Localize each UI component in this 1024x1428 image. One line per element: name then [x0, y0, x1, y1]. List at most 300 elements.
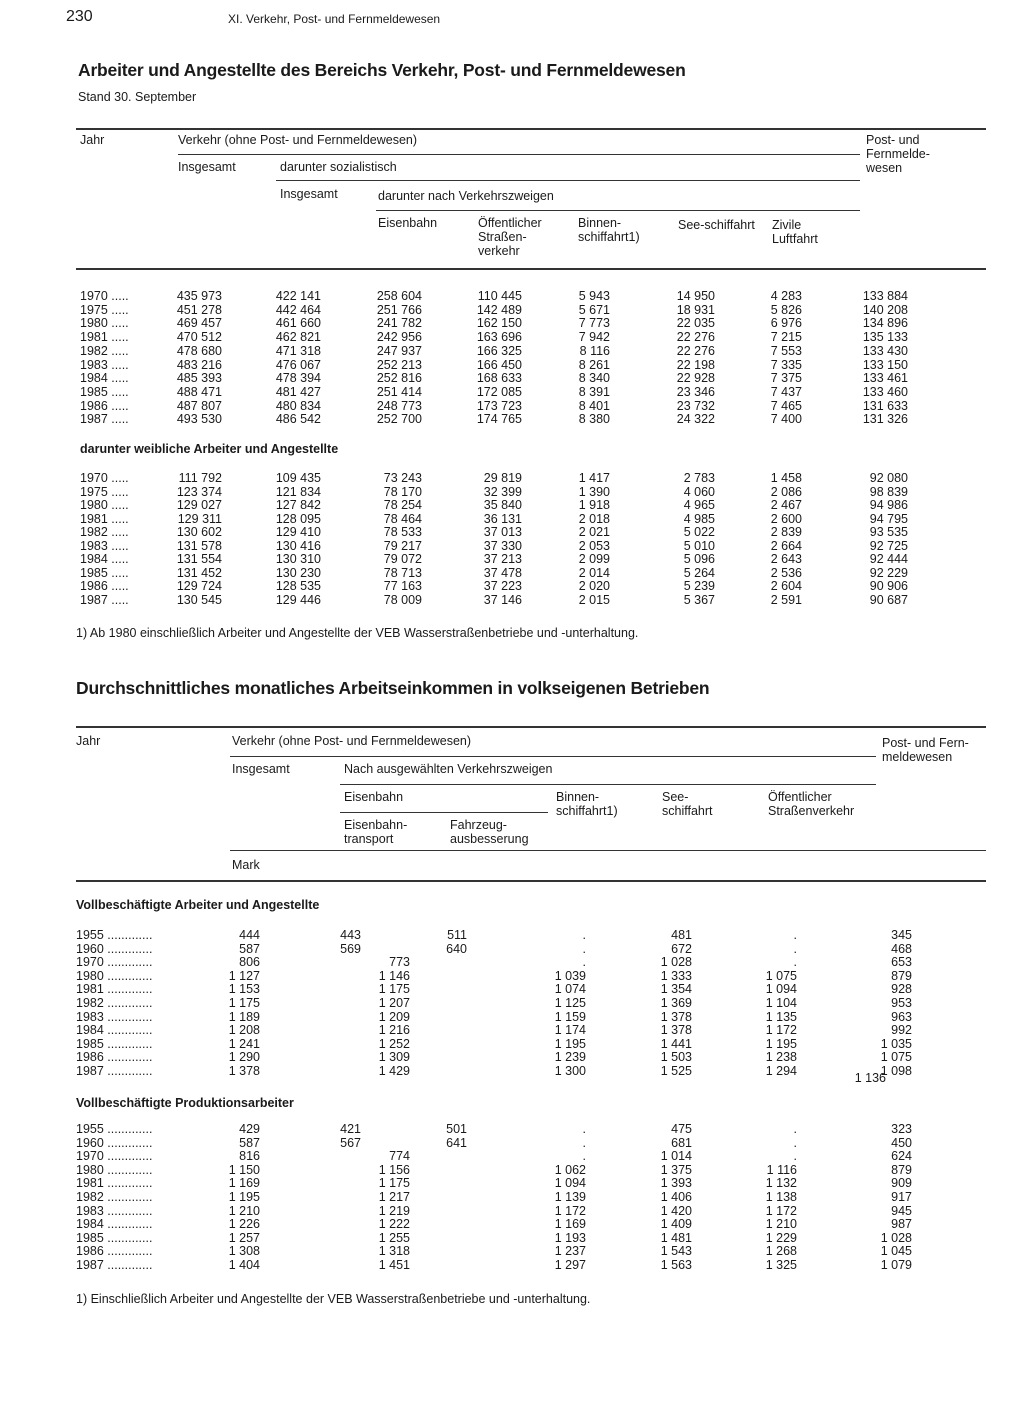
value-cell: 22 276 — [676, 343, 715, 358]
value-cell: 24 322 — [676, 412, 715, 427]
value-cell: 37 223 — [483, 579, 522, 593]
table-row — [0, 1176, 1024, 1189]
value-cell: 483 216 — [176, 357, 222, 372]
value-cell: 1 045 — [880, 1244, 912, 1259]
table-row — [0, 1010, 1024, 1023]
table-row — [0, 344, 1024, 357]
t2-section-all: Vollbeschäftigte Arbeiter und Angestellte — [76, 898, 320, 912]
t2-extra-value: 1 136 — [854, 1071, 886, 1085]
table-row — [0, 358, 1024, 371]
t1-h-darunter-soz: darunter sozialistisch — [280, 160, 397, 174]
value-cell: 1 075 — [880, 1050, 912, 1065]
value-cell: 928 — [891, 982, 912, 997]
year-cell: 1980 ..... — [80, 316, 129, 331]
year-cell: 1981 ............. — [76, 982, 153, 997]
value-cell: 1 255 — [378, 1230, 410, 1245]
value-cell: 909 — [891, 1176, 912, 1191]
value-cell: 1 210 — [228, 1203, 260, 1218]
value-cell: 78 009 — [383, 592, 422, 607]
value-cell: 987 — [891, 1217, 912, 1232]
value-cell: 2 086 — [770, 484, 802, 499]
table-row — [0, 1163, 1024, 1176]
value-cell: 451 278 — [176, 302, 222, 317]
year-cell: 1987 ..... — [80, 412, 129, 427]
table-row — [0, 1190, 1024, 1203]
value-cell: 1 195 — [228, 1190, 260, 1204]
value-cell: 32 399 — [483, 484, 522, 499]
value-cell: 79 217 — [383, 538, 422, 553]
value-cell: 241 782 — [376, 316, 422, 331]
value-cell: 1 138 — [765, 1190, 797, 1204]
value-cell: 92 229 — [869, 565, 908, 580]
table2-title: Durchschnittliches monatliches Arbeitseinkommen in volkseigenen Betrieben — [76, 678, 710, 698]
value-cell: 1 028 — [880, 1230, 912, 1245]
value-cell: 461 660 — [275, 316, 321, 331]
t2-rule-2 — [340, 784, 876, 785]
value-cell: 129 311 — [177, 511, 222, 526]
value-cell: 653 — [891, 955, 912, 970]
value-cell: . — [582, 1135, 586, 1150]
value-cell: 1 175 — [378, 1176, 410, 1191]
value-cell: 1 014 — [660, 1149, 692, 1164]
t1-footnote: 1) Ab 1980 einschließlich Arbeiter und Angestellte der VEB Wasserstraßenbetriebe und -unterhaltung. — [76, 626, 639, 640]
value-cell: 1 125 — [554, 996, 586, 1010]
value-cell: 92 444 — [869, 552, 908, 566]
value-cell: 1 318 — [378, 1244, 410, 1259]
value-cell: 1 308 — [228, 1244, 260, 1259]
value-cell: 1 028 — [660, 955, 692, 970]
value-cell: 1 217 — [378, 1190, 410, 1204]
value-cell: 163 696 — [476, 330, 522, 345]
value-cell: 1 441 — [660, 1036, 692, 1051]
value-cell: 14 950 — [676, 289, 715, 303]
value-cell: 8 261 — [578, 357, 610, 372]
value-cell: . — [582, 941, 586, 956]
value-cell: 2 020 — [578, 579, 610, 593]
value-cell: 1 294 — [765, 1064, 797, 1078]
value-cell: 8 401 — [578, 398, 610, 413]
year-cell: 1987 ............. — [76, 1258, 153, 1272]
year-cell: 1955 ............. — [76, 928, 153, 942]
year-cell: 1985 ..... — [80, 565, 129, 580]
value-cell: 1 135 — [765, 1009, 797, 1024]
table-row — [0, 498, 1024, 511]
value-cell: . — [793, 928, 797, 942]
value-cell: 1 503 — [660, 1050, 692, 1065]
value-cell: 1 333 — [660, 968, 692, 983]
value-cell: 1 369 — [660, 996, 692, 1010]
year-cell: 1982 ..... — [80, 525, 129, 539]
table-row — [0, 316, 1024, 329]
year-cell: 1986 ............. — [76, 1050, 153, 1065]
value-cell: 1 035 — [880, 1036, 912, 1051]
table1-title: Arbeiter und Angestellte des Bereichs Verkehr, Post- und Fernmeldewesen — [78, 60, 686, 80]
year-cell: 1986 ............. — [76, 1244, 153, 1259]
value-cell: 2 604 — [770, 579, 802, 593]
value-cell: 2 014 — [578, 565, 610, 580]
table-row — [0, 928, 1024, 941]
table-row — [0, 969, 1024, 982]
value-cell: 1 175 — [228, 996, 260, 1010]
value-cell: 1 406 — [660, 1190, 692, 1204]
t2-h-see: See-schiffahrt — [662, 790, 713, 818]
value-cell: 587 — [239, 941, 260, 956]
year-cell: 1975 ..... — [80, 484, 129, 499]
value-cell: 879 — [891, 968, 912, 983]
table-row — [0, 303, 1024, 316]
t2-h-binnen: Binnen-schiffahrt1) — [556, 790, 618, 818]
value-cell: 486 542 — [275, 412, 321, 427]
value-cell: 1 150 — [228, 1162, 260, 1177]
value-cell: 493 530 — [176, 412, 222, 427]
value-cell: 5 826 — [770, 302, 802, 317]
year-cell: 1981 ..... — [80, 330, 129, 345]
value-cell: 421 — [340, 1122, 361, 1136]
value-cell: 23 346 — [676, 384, 715, 399]
value-cell: 133 430 — [862, 343, 908, 358]
value-cell: 323 — [891, 1122, 912, 1136]
value-cell: 569 — [340, 941, 361, 956]
value-cell: 587 — [239, 1135, 260, 1150]
table-row — [0, 566, 1024, 579]
value-cell: 1 268 — [765, 1244, 797, 1259]
value-cell: 1 325 — [765, 1258, 797, 1272]
value-cell: 2 664 — [770, 538, 802, 553]
value-cell: . — [582, 928, 586, 942]
value-cell: 953 — [891, 996, 912, 1010]
value-cell: 945 — [891, 1203, 912, 1218]
t1-h-post: Post- und Fernmelde-wesen — [866, 133, 930, 175]
value-cell: 79 072 — [383, 552, 422, 566]
value-cell: 1 153 — [228, 982, 260, 997]
value-cell: 2 099 — [578, 552, 610, 566]
table-row — [0, 955, 1024, 968]
year-cell: 1980 ..... — [80, 498, 129, 512]
value-cell: 7 400 — [770, 412, 802, 427]
t2-h-fahrzeug: Fahrzeug-ausbesserung — [450, 818, 529, 846]
value-cell: 1 393 — [660, 1176, 692, 1191]
value-cell: 1 237 — [554, 1244, 586, 1259]
value-cell: 672 — [671, 941, 692, 956]
t1-rule-1 — [178, 154, 860, 155]
value-cell: 162 150 — [476, 316, 522, 331]
t2-section-prod: Vollbeschäftigte Produktionsarbeiter — [76, 1096, 294, 1110]
value-cell: 478 680 — [176, 343, 222, 358]
t2-h-nach: Nach ausgewählten Verkehrszweigen — [344, 762, 553, 776]
value-cell: 131 326 — [862, 412, 908, 427]
value-cell: 5 022 — [683, 525, 715, 539]
value-cell: 481 427 — [275, 384, 321, 399]
value-cell: 8 391 — [578, 384, 610, 399]
year-cell: 1983 ..... — [80, 538, 129, 553]
value-cell: 121 834 — [275, 484, 321, 499]
value-cell: 2 467 — [770, 498, 802, 512]
t2-h-mark: Mark — [232, 858, 260, 872]
value-cell: 1 390 — [578, 484, 610, 499]
t2-h-jahr: Jahr — [76, 734, 101, 748]
value-cell: 4 965 — [683, 498, 715, 512]
value-cell: 476 067 — [275, 357, 321, 372]
table-row — [0, 471, 1024, 484]
value-cell: 1 075 — [765, 968, 797, 983]
t1-h-verkehr: Verkehr (ohne Post- und Fernmeldewesen) — [178, 133, 418, 147]
value-cell: 1 175 — [378, 982, 410, 997]
value-cell: 1 094 — [765, 982, 797, 997]
year-cell: 1960 ............. — [76, 941, 153, 956]
t2-h-insgesamt: Insgesamt — [232, 762, 290, 776]
value-cell: 681 — [671, 1135, 692, 1150]
t1-h-luft: Zivile Luftfahrt — [772, 218, 818, 246]
value-cell: 470 512 — [176, 330, 222, 345]
t2-h-eis-transport: Eisenbahn-transport — [344, 818, 408, 846]
value-cell: 1 378 — [660, 1009, 692, 1024]
value-cell: 475 — [671, 1122, 692, 1136]
value-cell: . — [582, 955, 586, 970]
value-cell: 92 080 — [869, 471, 908, 485]
value-cell: 7 553 — [770, 343, 802, 358]
table-row — [0, 1122, 1024, 1135]
value-cell: 129 410 — [275, 525, 321, 539]
value-cell: . — [793, 1122, 797, 1136]
year-cell: 1981 ..... — [80, 511, 129, 526]
value-cell: 1 172 — [554, 1203, 586, 1218]
year-cell: 1984 ..... — [80, 552, 129, 566]
value-cell: 1 169 — [554, 1217, 586, 1232]
year-cell: 1985 ............. — [76, 1230, 153, 1245]
value-cell: 1 226 — [228, 1217, 260, 1232]
value-cell: 5 264 — [683, 565, 715, 580]
value-cell: 480 834 — [275, 398, 321, 413]
year-cell: 1970 ..... — [80, 471, 129, 485]
value-cell: 1 174 — [554, 1023, 586, 1038]
t2-rule-3 — [340, 812, 548, 813]
value-cell: 963 — [891, 1009, 912, 1024]
year-cell: 1986 ..... — [80, 579, 129, 593]
value-cell: 469 457 — [176, 316, 222, 331]
table-row — [0, 525, 1024, 538]
value-cell: . — [793, 955, 797, 970]
value-cell: 22 276 — [676, 330, 715, 345]
value-cell: 18 931 — [676, 302, 715, 317]
value-cell: 127 842 — [275, 498, 321, 512]
value-cell: 443 — [340, 928, 361, 942]
year-cell: 1970 ............. — [76, 1149, 153, 1164]
value-cell: 5 943 — [578, 289, 610, 303]
value-cell: 1 429 — [378, 1064, 410, 1078]
value-cell: 5 096 — [683, 552, 715, 566]
value-cell: 4 283 — [770, 289, 802, 303]
value-cell: 1 241 — [228, 1036, 260, 1051]
table-row — [0, 399, 1024, 412]
t1-h-eisenbahn: Eisenbahn — [378, 216, 438, 230]
value-cell: 78 254 — [383, 498, 422, 512]
value-cell: 1 116 — [766, 1162, 797, 1177]
value-cell: 23 732 — [676, 398, 715, 413]
value-cell: 29 819 — [483, 471, 522, 485]
value-cell: 5 367 — [683, 592, 715, 607]
value-cell: 992 — [891, 1023, 912, 1038]
chapter-title: XI. Verkehr, Post- und Fernmeldewesen — [228, 12, 441, 26]
value-cell: 624 — [891, 1149, 912, 1164]
value-cell: 78 170 — [383, 484, 422, 499]
table-row — [0, 512, 1024, 525]
table1-subtitle: Stand 30. September — [78, 90, 197, 104]
value-cell: 1 239 — [554, 1050, 586, 1065]
value-cell: 2 600 — [770, 511, 802, 526]
value-cell: 37 478 — [483, 565, 522, 580]
value-cell: 131 633 — [862, 398, 908, 413]
value-cell: 166 325 — [476, 343, 522, 358]
value-cell: 1 219 — [378, 1203, 410, 1218]
value-cell: 2 783 — [683, 471, 715, 485]
page-number: 230 — [66, 8, 93, 25]
value-cell: 1 354 — [660, 982, 692, 997]
value-cell: 140 208 — [862, 302, 908, 317]
value-cell: 252 700 — [376, 412, 422, 427]
value-cell: 1 098 — [880, 1064, 912, 1078]
year-cell: 1983 ..... — [80, 357, 129, 372]
value-cell: 131 578 — [176, 538, 222, 553]
value-cell: 1 039 — [554, 968, 586, 983]
value-cell: 90 687 — [869, 592, 908, 607]
year-cell: 1983 ............. — [76, 1009, 153, 1024]
value-cell: 2 643 — [770, 552, 802, 566]
value-cell: 1 139 — [554, 1190, 586, 1204]
value-cell: 258 604 — [376, 289, 422, 303]
value-cell: 450 — [891, 1135, 912, 1150]
value-cell: 129 027 — [176, 498, 222, 512]
value-cell: 1 918 — [578, 498, 610, 512]
value-cell: 7 335 — [770, 357, 802, 372]
value-cell: 77 163 — [383, 579, 422, 593]
t1-h-jahr: Jahr — [80, 133, 105, 147]
value-cell: . — [793, 1149, 797, 1164]
year-cell: 1955 ............. — [76, 1122, 153, 1136]
table-row — [0, 1023, 1024, 1036]
year-cell: 1983 ............. — [76, 1203, 153, 1218]
value-cell: 131 554 — [176, 552, 222, 566]
value-cell: 22 035 — [676, 316, 715, 331]
value-cell: 111 792 — [178, 471, 222, 485]
value-cell: 806 — [239, 955, 260, 970]
t2-h-strassen: Öffentlicher Straßenverkehr — [768, 790, 855, 818]
value-cell: 8 340 — [578, 371, 610, 386]
value-cell: 1 290 — [228, 1050, 260, 1065]
value-cell: 1 094 — [554, 1176, 586, 1191]
value-cell: 128 535 — [275, 579, 321, 593]
value-cell: 1 159 — [554, 1009, 586, 1024]
value-cell: 252 213 — [376, 357, 422, 372]
t1-header-bottom-rule — [76, 268, 986, 270]
value-cell: 481 — [671, 928, 692, 942]
value-cell: 22 928 — [676, 371, 715, 386]
value-cell: 22 198 — [676, 357, 715, 372]
value-cell: 435 973 — [176, 289, 222, 303]
value-cell: 1 210 — [765, 1217, 797, 1232]
value-cell: 130 416 — [275, 538, 321, 553]
value-cell: 94 986 — [869, 498, 908, 512]
t1-h-insgesamt: Insgesamt — [178, 160, 236, 174]
year-cell: 1984 ............. — [76, 1217, 153, 1232]
year-cell: 1980 ............. — [76, 968, 153, 983]
value-cell: 7 437 — [770, 384, 802, 399]
value-cell: 130 602 — [176, 525, 222, 539]
t2-footnote: 1) Einschließlich Arbeiter und Angestellte der VEB Wasserstraßenbetriebe und -unterhaltung. — [76, 1292, 591, 1306]
value-cell: 1 079 — [880, 1258, 912, 1272]
year-cell: 1984 ..... — [80, 371, 129, 386]
value-cell: 7 773 — [578, 316, 610, 331]
t1-rule-2 — [276, 180, 860, 181]
year-cell: 1970 ............. — [76, 955, 153, 970]
value-cell: 1 074 — [554, 982, 586, 997]
value-cell: 90 906 — [869, 579, 908, 593]
table-row — [0, 579, 1024, 592]
value-cell: 2 018 — [578, 511, 610, 526]
t1-h-binnen: Binnen-schiffahrt1) — [578, 216, 640, 244]
value-cell: 816 — [239, 1149, 260, 1164]
value-cell: 5 010 — [683, 538, 715, 553]
value-cell: 130 310 — [275, 552, 321, 566]
t2-rule-4 — [230, 850, 986, 851]
t2-rule-1 — [230, 756, 876, 757]
value-cell: 1 309 — [378, 1050, 410, 1065]
value-cell: 1 297 — [554, 1258, 586, 1272]
table-row — [0, 1136, 1024, 1149]
value-cell: 173 723 — [476, 398, 522, 413]
value-cell: 501 — [446, 1122, 467, 1136]
table1-top-rule — [76, 128, 986, 130]
year-cell: 1982 ..... — [80, 343, 129, 358]
year-cell: 1982 ............. — [76, 1190, 153, 1204]
value-cell: 1 378 — [228, 1064, 260, 1078]
value-cell: . — [582, 1122, 586, 1136]
t1-h-see: See-schiffahrt — [678, 218, 755, 232]
value-cell: 1 195 — [765, 1036, 797, 1051]
value-cell: 6 976 — [770, 316, 802, 331]
t2-h-verkehr: Verkehr (ohne Post- und Fernmeldewesen) — [232, 734, 472, 748]
value-cell: 1 458 — [770, 471, 802, 485]
value-cell: 110 445 — [477, 289, 522, 303]
value-cell: 1 156 — [378, 1162, 410, 1177]
value-cell: 1 172 — [765, 1203, 797, 1218]
year-cell: 1970 ..... — [80, 289, 129, 303]
value-cell: 128 095 — [275, 511, 321, 526]
value-cell: 131 452 — [176, 565, 222, 580]
value-cell: 130 230 — [275, 565, 321, 580]
value-cell: 251 766 — [376, 302, 422, 317]
value-cell: 2 536 — [770, 565, 802, 580]
t1-h-darunter-zweig: darunter nach Verkehrszweigen — [378, 189, 554, 203]
value-cell: 1 375 — [660, 1162, 692, 1177]
value-cell: 133 884 — [862, 289, 908, 303]
value-cell: 442 464 — [275, 302, 321, 317]
table-row — [0, 996, 1024, 1009]
t1-section-female: darunter weibliche Arbeiter und Angestellte — [80, 442, 339, 456]
year-cell: 1975 ..... — [80, 302, 129, 317]
value-cell: 1 209 — [378, 1009, 410, 1024]
value-cell: 172 085 — [476, 384, 522, 399]
year-cell: 1986 ..... — [80, 398, 129, 413]
table-row — [0, 982, 1024, 995]
value-cell: 109 435 — [275, 471, 321, 485]
value-cell: 129 446 — [275, 592, 321, 607]
table-row — [0, 330, 1024, 343]
table-row — [0, 1231, 1024, 1244]
t2-h-eisenbahn: Eisenbahn — [344, 790, 404, 804]
t2-header-bottom-rule — [76, 880, 986, 882]
value-cell: . — [582, 1149, 586, 1164]
table2-top-rule — [76, 726, 986, 728]
